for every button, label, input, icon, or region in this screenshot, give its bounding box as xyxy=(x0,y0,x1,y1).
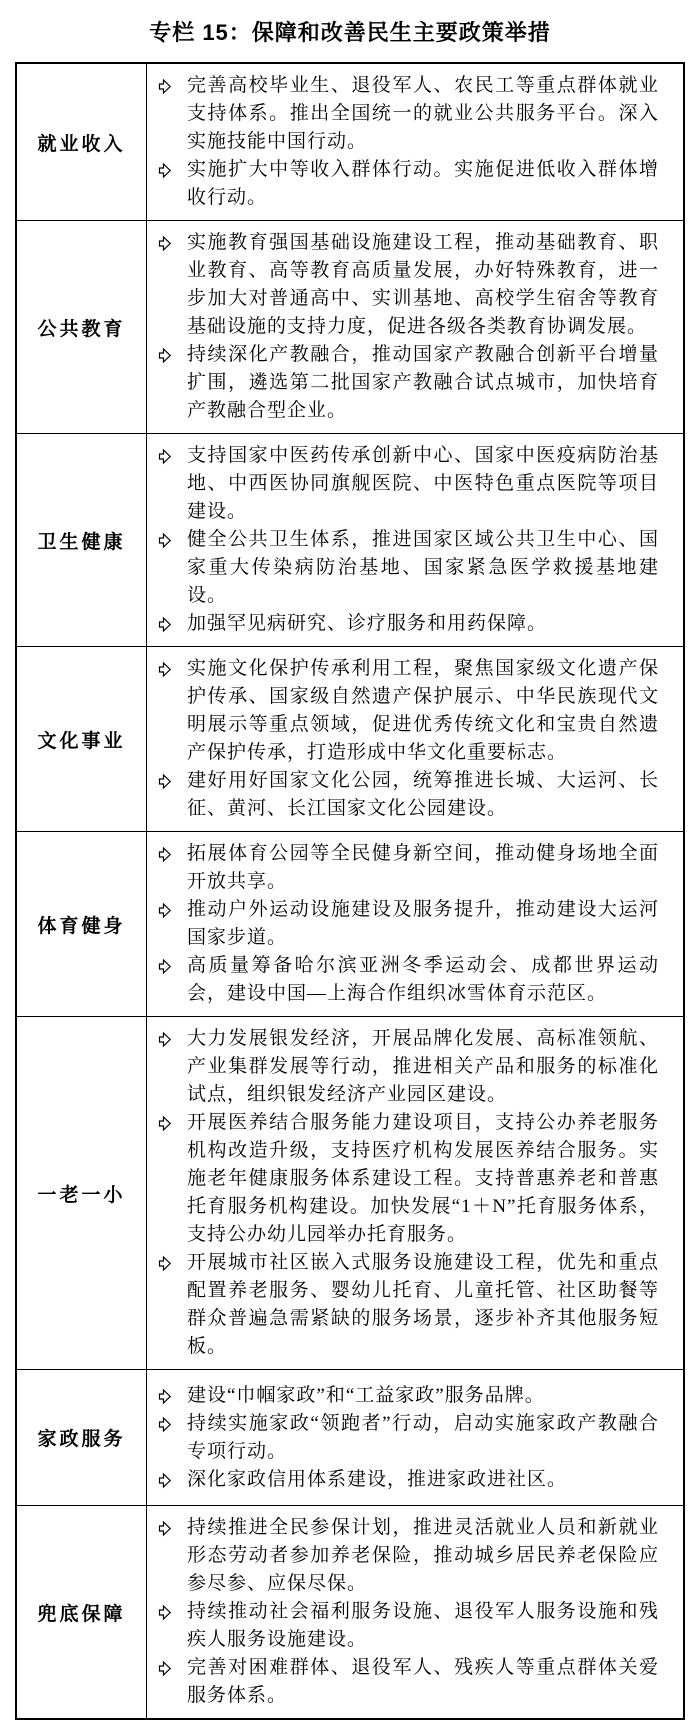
policy-item-text: 实施文化保护传承利用工程，聚焦国家级文化遗产保护传承、国家级自然遗产保护展示、中华民族现代文明展示等重点领域，促进优秀传统文化和宝贵自然遗产保护传承，打造形成中华文化重要标志。 xyxy=(187,658,659,763)
policy-item xyxy=(155,1514,659,1598)
right-arrow-icon xyxy=(155,442,187,470)
policy-item xyxy=(155,156,659,212)
right-arrow-icon xyxy=(155,610,187,638)
policy-item-text: 完善对困难群体、退役军人、残疾人等重点群体关爱服务体系。 xyxy=(187,1657,659,1706)
policy-item xyxy=(155,840,659,896)
page-title: 专栏 15：保障和改善民生主要政策举措 xyxy=(149,20,551,45)
row-content-cell xyxy=(147,434,683,646)
category-cell xyxy=(17,221,147,433)
right-arrow-icon xyxy=(155,1109,187,1137)
policy-item xyxy=(155,526,659,610)
policy-item-text: 加强罕见病研究、诊疗服务和用药保障。 xyxy=(187,613,548,634)
right-arrow-icon xyxy=(155,229,187,257)
policy-item-text: 推动户外运动设施建设及服务提升，推动建设大运河国家步道。 xyxy=(187,899,659,948)
policy-item xyxy=(155,1598,659,1654)
table-row xyxy=(17,64,683,221)
policy-item xyxy=(155,1109,659,1249)
policy-item xyxy=(155,1025,659,1109)
category-cell xyxy=(17,1017,147,1369)
policy-item-text: 完善高校毕业生、退役军人、农民工等重点群体就业支持体系。推出全国统一的就业公共服务平台。深入实施技能中国行动。 xyxy=(187,75,659,152)
category-cell xyxy=(17,64,147,220)
right-arrow-icon xyxy=(155,341,187,369)
policy-item xyxy=(155,952,659,1008)
policy-item-text: 持续推进全民参保计划，推进灵活就业人员和新就业形态劳动者参加养老保险，推动城乡居民养老保险应参尽参、应保尽保。 xyxy=(187,1517,659,1594)
policy-item xyxy=(155,767,659,823)
policy-item-text: 高质量筹备哈尔滨亚洲冬季运动会、成都世界运动会，建设中国—上海合作组织冰雪体育示范区。 xyxy=(187,955,659,1004)
row-content-cell xyxy=(147,1017,683,1369)
policy-item xyxy=(155,655,659,767)
table-row xyxy=(17,1017,683,1370)
right-arrow-icon xyxy=(155,655,187,683)
right-arrow-icon xyxy=(155,72,187,100)
policy-item-text: 实施教育强国基础设施建设工程，推动基础教育、职业教育、高等教育高质量发展，办好特殊教育，进一步加大对普通高中、实训基地、高校学生宿舍等教育基础设施的支持力度，促进各级各类教育协调发展。 xyxy=(187,232,659,337)
right-arrow-icon xyxy=(155,767,187,795)
right-arrow-icon xyxy=(155,840,187,868)
row-content-cell xyxy=(147,221,683,433)
category-cell xyxy=(17,647,147,831)
right-arrow-icon xyxy=(155,896,187,924)
policy-item-text: 持续实施家政“领跑者”行动，启动实施家政产教融合专项行动。 xyxy=(187,1412,659,1462)
policy-item xyxy=(155,896,659,952)
right-arrow-icon xyxy=(155,1466,187,1494)
right-arrow-icon xyxy=(155,952,187,980)
category-label: 就业收入 xyxy=(37,133,126,155)
table-row xyxy=(17,1506,683,1718)
policy-item xyxy=(155,1249,659,1361)
policy-item xyxy=(155,341,659,425)
policy-item-text: 建设“巾帼家政”和“工益家政”服务品牌。 xyxy=(187,1384,545,1406)
category-cell xyxy=(17,832,147,1016)
category-label: 一老一小 xyxy=(37,1184,126,1206)
right-arrow-icon xyxy=(155,1410,187,1438)
row-content-cell xyxy=(147,832,683,1016)
policy-item-text: 健全公共卫生体系，推进国家区域公共卫生中心、国家重大传染病防治基地、国家紧急医学救援基地建设。 xyxy=(187,529,659,606)
policy-table xyxy=(15,62,685,1720)
policy-item-text: 持续深化产教融合，推动国家产教融合创新平台增量扩围，遴选第二批国家产教融合试点城市，加快培育产教融合型企业。 xyxy=(187,344,659,421)
row-content-cell xyxy=(147,647,683,831)
table-row xyxy=(17,647,683,832)
table-row xyxy=(17,832,683,1017)
policy-item-text: 开展医养结合服务能力建设项目，支持公办养老服务机构改造升级，支持医疗机构发展医养结合服务。实施老年健康服务体系建设工程。支持普惠养老和普惠托育服务机构建设。加快发展“1＋N”托育服务体系，支持公办幼儿园举办托育服务。 xyxy=(187,1112,659,1245)
right-arrow-icon xyxy=(155,1025,187,1053)
policy-item-text: 持续推动社会福利服务设施、退役军人服务设施和残疾人服务设施建设。 xyxy=(187,1601,659,1650)
policy-item xyxy=(155,1654,659,1710)
row-content-cell xyxy=(147,1370,683,1505)
category-label: 公共教育 xyxy=(37,318,126,340)
right-arrow-icon xyxy=(155,1598,187,1626)
category-label: 家政服务 xyxy=(37,1429,126,1450)
category-label: 体育健身 xyxy=(37,915,126,937)
row-content-cell xyxy=(147,1506,683,1718)
right-arrow-icon xyxy=(155,1654,187,1682)
policy-item-text: 大力发展银发经济，开展品牌化发展、高标准领航、产业集群发展等行动，推进相关产品和服务的标准化试点，组织银发经济产业园区建设。 xyxy=(187,1028,659,1105)
right-arrow-icon xyxy=(155,1514,187,1542)
right-arrow-icon xyxy=(155,1249,187,1277)
policy-item xyxy=(155,610,659,638)
policy-item-text: 拓展体育公园等全民健身新空间，推动健身场地全面开放共享。 xyxy=(187,843,659,892)
policy-item-text: 建好用好国家文化公园，统筹推进长城、大运河、长征、黄河、长江国家文化公园建设。 xyxy=(187,770,659,819)
policy-item xyxy=(155,442,659,526)
policy-item-text: 支持国家中医药传承创新中心、国家中医疫病防治基地、中西医协同旗舰医院、中医特色重点医院等项目建设。 xyxy=(187,445,659,522)
policy-item xyxy=(155,1410,659,1466)
category-cell xyxy=(17,434,147,646)
category-label: 文化事业 xyxy=(37,730,126,752)
row-content-cell xyxy=(147,64,683,220)
category-cell xyxy=(17,1506,147,1718)
policy-item-text: 深化家政信用体系建设，推进家政进社区。 xyxy=(187,1468,568,1490)
right-arrow-icon xyxy=(155,1382,187,1410)
policy-item-text: 开展城市社区嵌入式服务设施建设工程，优先和重点配置养老服务、婴幼儿托育、儿童托管、社区助餐等群众普遍急需紧缺的服务场景，逐步补齐其他服务短板。 xyxy=(187,1252,659,1357)
category-cell xyxy=(17,1370,147,1505)
policy-item-text: 实施扩大中等收入群体行动。实施促进低收入群体增收行动。 xyxy=(187,159,659,208)
table-row xyxy=(17,434,683,647)
policy-item xyxy=(155,1466,659,1494)
category-label: 卫生健康 xyxy=(37,531,126,553)
policy-item xyxy=(155,229,659,341)
table-row xyxy=(17,1370,683,1506)
policy-item xyxy=(155,72,659,156)
table-row xyxy=(17,221,683,434)
policy-item xyxy=(155,1382,659,1410)
category-label: 兜底保障 xyxy=(37,1603,126,1625)
right-arrow-icon xyxy=(155,526,187,554)
right-arrow-icon xyxy=(155,156,187,184)
